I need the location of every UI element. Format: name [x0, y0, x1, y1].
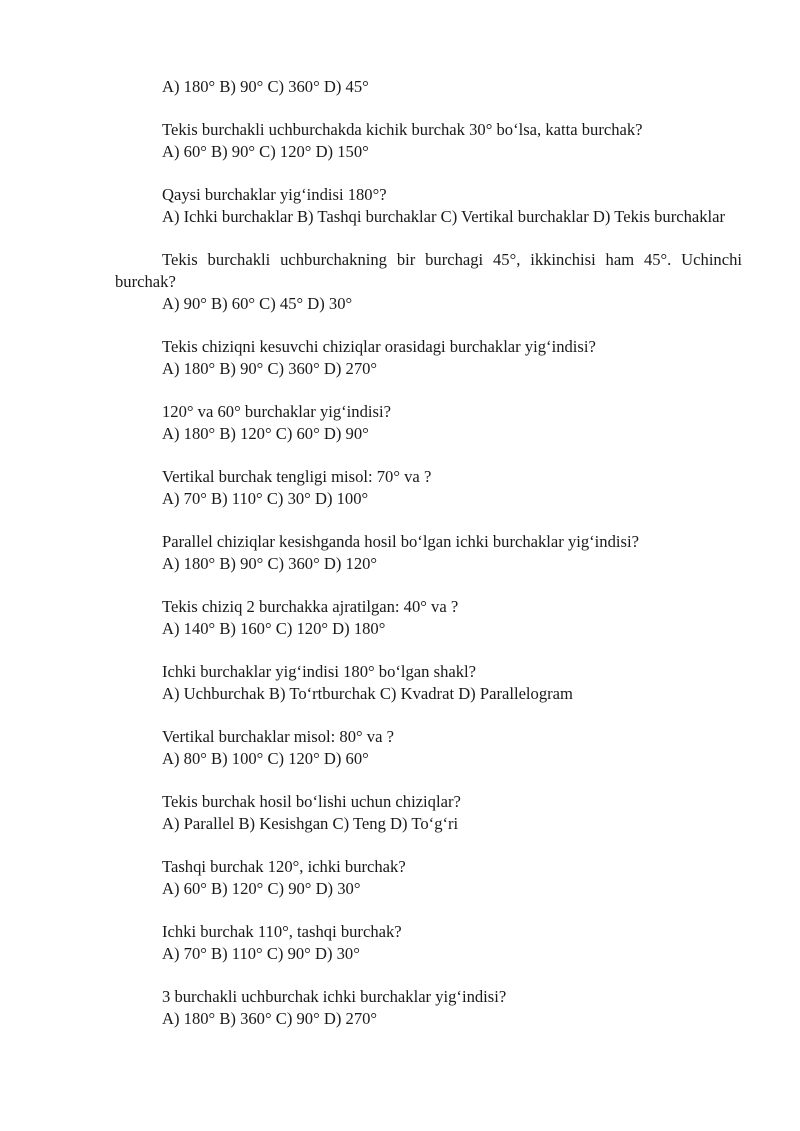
question-text: Ichki burchaklar yig‘indisi 180° bo‘lgan shakl? — [162, 662, 477, 681]
question-item — [115, 336, 742, 380]
question-item — [115, 249, 742, 315]
answer-options: A) 70° B) 110° C) 90° D) 30° — [162, 944, 360, 963]
question-text: Ichki burchak 110°, tashqi burchak? — [162, 922, 402, 941]
question-text: Tekis chiziqni kesuvchi chiziqlar orasidagi burchaklar yig‘indisi? — [162, 337, 596, 356]
question-item — [115, 726, 742, 770]
question-item — [115, 791, 742, 835]
question-item — [115, 531, 742, 575]
answer-options: A) 180° B) 120° C) 60° D) 90° — [162, 424, 369, 443]
answer-options: A) 180° B) 90° C) 360° D) 270° — [162, 359, 378, 378]
answer-options: A) 70° B) 110° C) 30° D) 100° — [162, 489, 369, 508]
question-text: Tekis burchak hosil bo‘lishi uchun chiziqlar? — [162, 792, 461, 811]
answer-options: A) Ichki burchaklar B) Tashqi burchaklar C) Vertikal burchaklar D) Tekis burchaklar — [162, 207, 726, 226]
question-item — [115, 76, 742, 98]
answer-options: A) 60° B) 120° C) 90° D) 30° — [162, 879, 361, 898]
answer-options: A) Parallel B) Kesishgan C) Teng D) To‘g‘ri — [162, 814, 459, 833]
question-text: Tekis burchakli uchburchakning bir burchagi 45°, ikkinchisi ham 45°. Uchinchi burchak? — [115, 250, 742, 291]
question-item — [115, 921, 742, 965]
answer-options: A) Uchburchak B) To‘rtburchak C) Kvadrat D) Parallelogram — [162, 684, 573, 703]
question-text: Qaysi burchaklar yig‘indisi 180°? — [162, 185, 387, 204]
question-text: 3 burchakli uchburchak ichki burchaklar yig‘indisi? — [162, 987, 507, 1006]
answer-options: A) 180° B) 90° C) 360° D) 45° — [162, 77, 369, 96]
question-item — [115, 661, 742, 705]
document-body — [115, 76, 742, 1051]
answer-options: A) 180° B) 360° C) 90° D) 270° — [162, 1009, 378, 1028]
question-item — [115, 401, 742, 445]
question-text: Tashqi burchak 120°, ichki burchak? — [162, 857, 406, 876]
answer-options: A) 60° B) 90° C) 120° D) 150° — [162, 142, 369, 161]
answer-options: A) 180° B) 90° C) 360° D) 120° — [162, 554, 378, 573]
question-item — [115, 596, 742, 640]
question-item — [115, 466, 742, 510]
question-text: Tekis chiziq 2 burchakka ajratilgan: 40° va ? — [162, 597, 459, 616]
question-item — [115, 184, 742, 228]
question-text: Tekis burchakli uchburchakda kichik burchak 30° bo‘lsa, katta burchak? — [162, 120, 643, 139]
answer-options: A) 80° B) 100° C) 120° D) 60° — [162, 749, 369, 768]
question-item — [115, 986, 742, 1030]
question-text: Vertikal burchaklar misol: 80° va ? — [162, 727, 394, 746]
answer-options: A) 90° B) 60° C) 45° D) 30° — [162, 294, 353, 313]
question-text: 120° va 60° burchaklar yig‘indisi? — [162, 402, 391, 421]
question-item — [115, 856, 742, 900]
question-item — [115, 119, 742, 163]
question-text: Vertikal burchak tengligi misol: 70° va ? — [162, 467, 432, 486]
answer-options: A) 140° B) 160° C) 120° D) 180° — [162, 619, 386, 638]
question-text: Parallel chiziqlar kesishganda hosil bo‘lgan ichki burchaklar yig‘indisi? — [162, 532, 639, 551]
